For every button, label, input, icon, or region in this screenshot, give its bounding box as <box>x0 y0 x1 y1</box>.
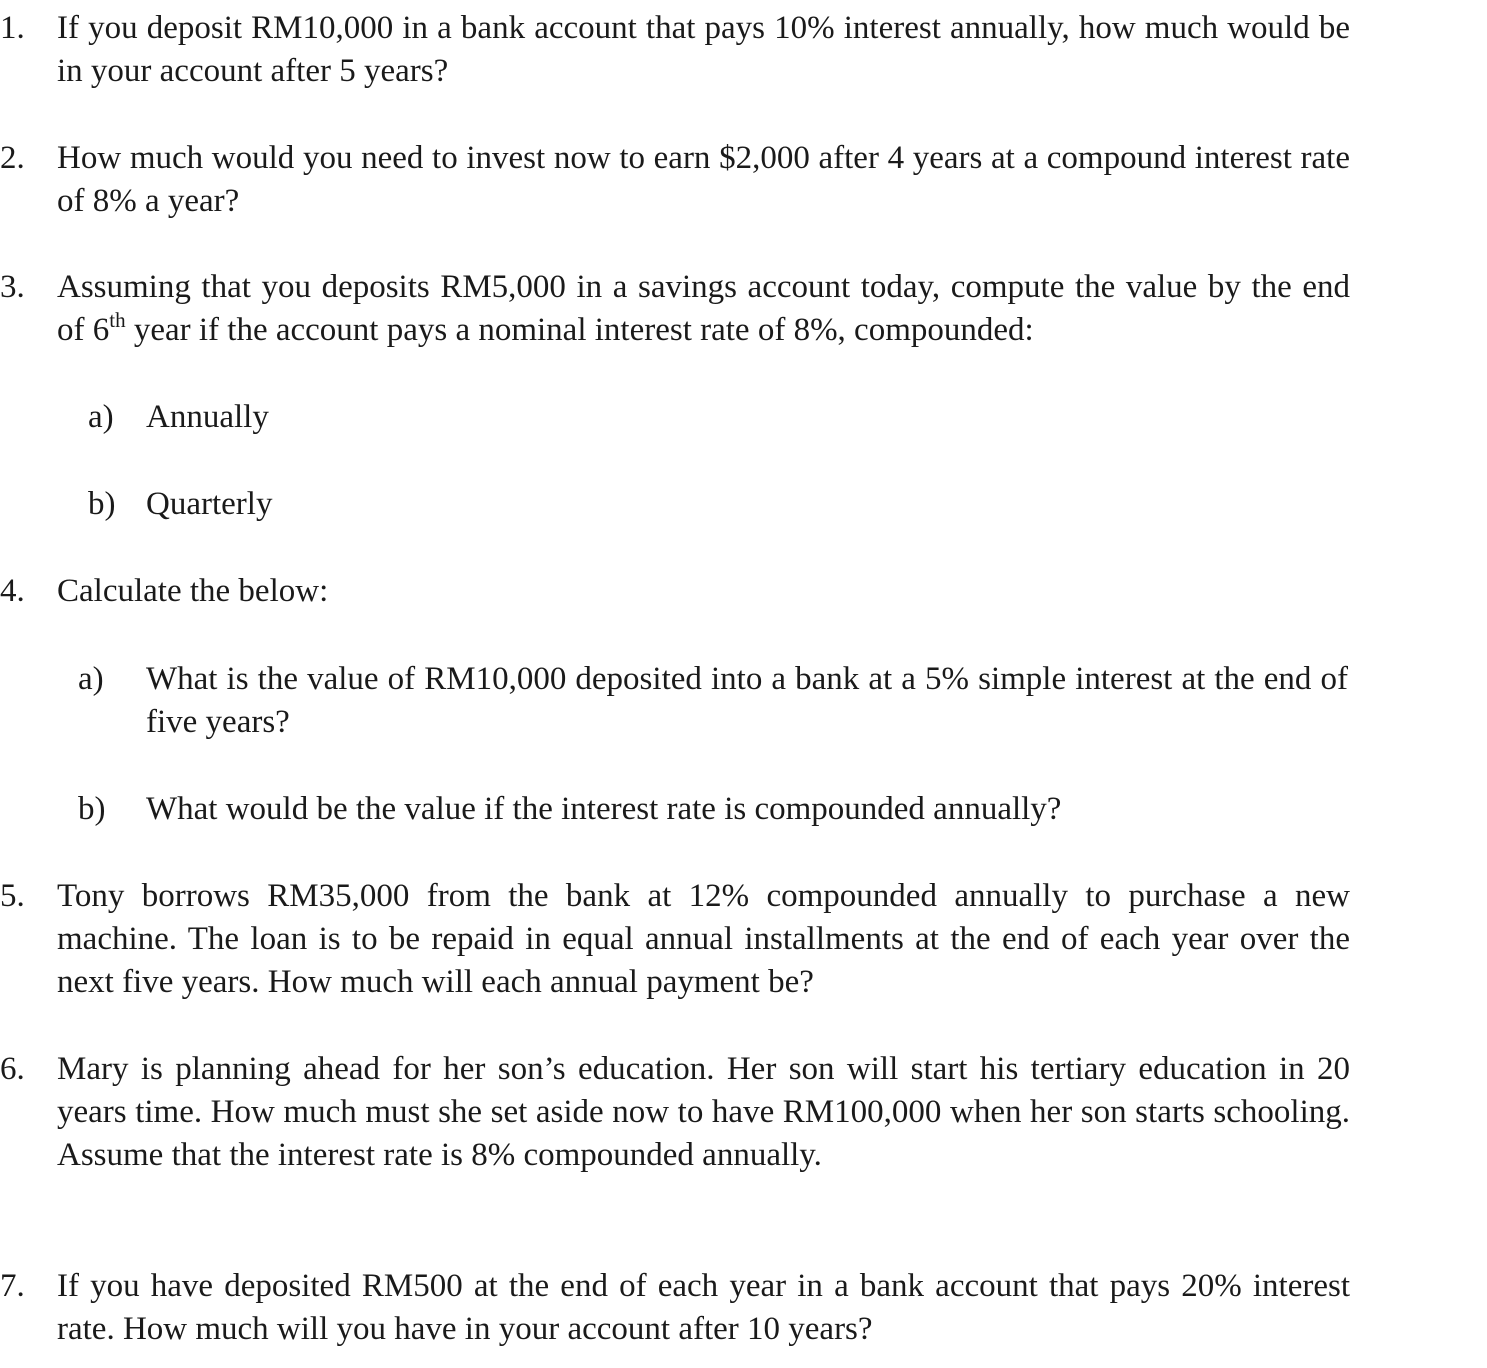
question-number: 2. <box>0 140 25 176</box>
part-text: Annually <box>146 399 269 435</box>
question-5 <box>0 875 1350 1004</box>
question-number: 1. <box>0 10 25 46</box>
question-number: 6. <box>0 1051 25 1087</box>
question-7 <box>0 1265 1350 1351</box>
question-3-part-a <box>88 396 1358 439</box>
question-text: Calculate the below: <box>57 573 329 609</box>
question-text-part: Assuming that you deposits RM5,000 in a savings account today, compute the value by the end of 6 <box>57 269 1350 348</box>
ordinal-superscript: th <box>109 308 126 332</box>
question-text: If you deposit RM10,000 in a bank account that pays 10% interest annually, how much would be in your account after 5 years? <box>57 10 1350 89</box>
question-2 <box>0 137 1350 223</box>
part-label: b) <box>88 486 116 522</box>
question-3-part-b <box>88 483 1358 526</box>
question-4 <box>0 570 1350 613</box>
question-text <box>57 266 1350 352</box>
question-6 <box>0 1048 1350 1177</box>
question-1 <box>0 7 1350 93</box>
question-4-part-a <box>78 658 1348 744</box>
part-label: a) <box>88 399 114 435</box>
question-text-part: year if the account pays a nominal interest rate of 8%, compounded: <box>125 312 1034 348</box>
part-text: What would be the value if the interest rate is compounded annually? <box>146 791 1062 827</box>
question-4-part-b <box>78 788 1348 831</box>
part-text: Quarterly <box>146 486 273 522</box>
question-text: If you have deposited RM500 at the end of each year in a bank account that pays 20% interest rate. How much will you have in your account after 10 years? <box>57 1268 1350 1347</box>
question-text: How much would you need to invest now to earn $2,000 after 4 years at a compound interest rate of 8% a year? <box>57 140 1350 219</box>
question-text: Tony borrows RM35,000 from the bank at 12% compounded annually to purchase a new machine. The loan is to be repaid in equal annual installments at the end of each year over the next five years. How much will each annual payment be? <box>57 878 1350 1000</box>
question-text: Mary is planning ahead for her son’s education. Her son will start his tertiary education in 20 years time. How much must she set aside now to have RM100,000 when her son starts schooling. Assume that the interest rate is 8% compounded annually. <box>57 1051 1350 1173</box>
question-3 <box>0 266 1350 352</box>
question-number: 5. <box>0 878 25 914</box>
part-label: b) <box>78 791 106 827</box>
part-label: a) <box>78 661 104 697</box>
part-text: What is the value of RM10,000 deposited into a bank at a 5% simple interest at the end of five years? <box>146 661 1348 740</box>
question-number: 7. <box>0 1268 25 1304</box>
question-number: 4. <box>0 573 25 609</box>
question-number: 3. <box>0 269 25 305</box>
